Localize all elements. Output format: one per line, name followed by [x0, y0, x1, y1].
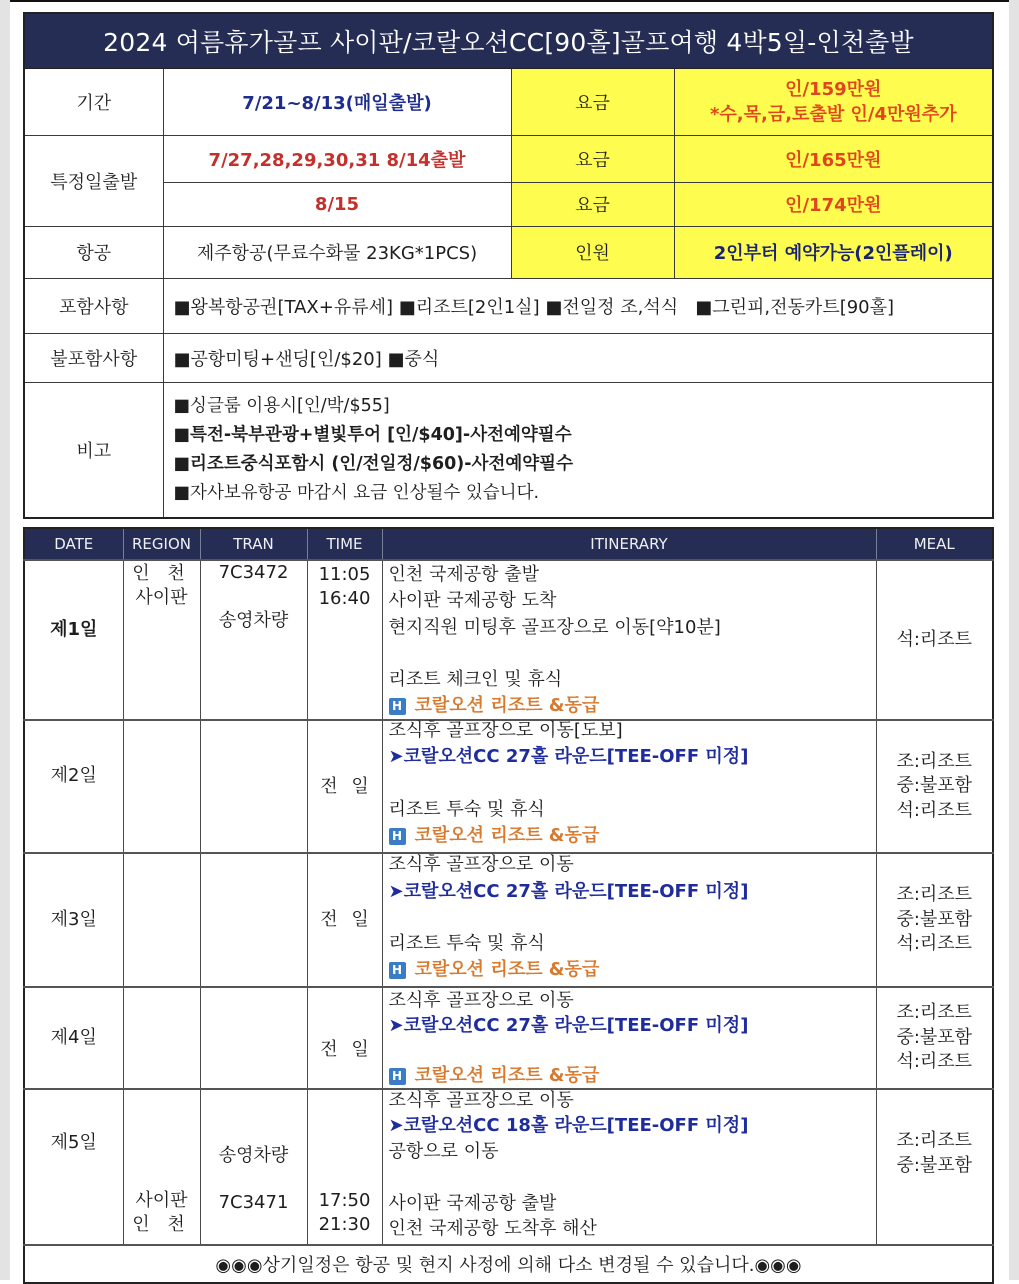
included-value: ■왕복항공권[TAX+유류세] ■리조트[2인1실] ■전일정 조,석식 ■그린피,전동카트[90홀]: [163, 278, 993, 333]
itinerary-blank: [389, 905, 876, 931]
region-cell: [123, 1089, 200, 1245]
airline-value: 제주항공(무료수화물 23KG*1PCS): [163, 226, 511, 278]
day-row-1: [24, 560, 993, 720]
header-itinerary: ITINERARY: [382, 528, 876, 560]
airline-row: [24, 226, 993, 278]
hotel-line: [389, 693, 876, 719]
remarks-row: [24, 382, 993, 518]
day-label: 제1일: [50, 619, 98, 640]
period-value: 7/21~8/13(매일출발): [163, 68, 511, 135]
itinerary-cell: [382, 720, 876, 853]
top-divider: [10, 0, 1009, 2]
tran-line: [201, 585, 307, 609]
date-cell: [24, 853, 123, 986]
region-line: 인 천: [132, 563, 191, 584]
time-line: 21:30: [318, 1213, 371, 1235]
meal-line: 석:리조트: [896, 1051, 973, 1072]
meal-cell: [876, 853, 993, 986]
header-meal: MEAL: [876, 528, 993, 560]
meal-line: 조:리조트: [896, 1002, 973, 1023]
hotel-name: 코랄오션 리조트 &동급: [414, 824, 600, 846]
special-row-2: [24, 182, 993, 226]
itinerary-line: 리조트 체크인 및 휴식: [388, 669, 563, 691]
time-line: 17:50: [318, 1189, 371, 1211]
fee-surcharge-line: *수,목,금,토출발 인/4만원추가: [709, 103, 957, 125]
tran-cell: [200, 987, 307, 1089]
schedule-change-notice: ◉◉◉상기일정은 항공 및 현지 사정에 의해 다소 변경될 수 있습니다.◉◉◉: [24, 1245, 993, 1283]
time-cell: [307, 1089, 382, 1245]
footer-row: [24, 1245, 993, 1283]
meal-line: 석:리조트: [896, 799, 973, 821]
hotel-name: 코랄오션 리조트 &동급: [414, 1064, 600, 1086]
day-row-2: [24, 720, 993, 853]
airline-label: 항공: [24, 226, 163, 278]
day-label: 제5일: [50, 1131, 97, 1153]
special-row-1: [24, 135, 993, 182]
itinerary-cell: [382, 987, 876, 1089]
itinerary-line: 공항으로 이동: [388, 1141, 499, 1163]
meal-cell: [876, 1089, 993, 1245]
time-line: 16:40: [318, 588, 371, 609]
hotel-name: 코랄오션 리조트 &동급: [414, 959, 600, 981]
day-label: 제4일: [50, 1026, 97, 1048]
date-cell: [24, 560, 123, 720]
region-line: 사이판: [135, 587, 188, 608]
itinerary-blank: [389, 641, 876, 667]
meal-line: 중:불포함: [896, 775, 973, 797]
time-line: 11:05: [318, 564, 371, 585]
region-cell: [123, 560, 200, 720]
itinerary-line: 리조트 투숙 및 휴식: [388, 798, 545, 820]
pax-value: 2인부터 예약가능(2인플레이): [674, 226, 993, 278]
meal-line: 중:불포함: [896, 908, 973, 930]
itinerary-cell: [382, 1089, 876, 1245]
special-label: 특정일출발: [24, 135, 163, 226]
tran-cell: [200, 1089, 307, 1245]
meal-cell: [876, 720, 993, 853]
itinerary-cell: [382, 560, 876, 720]
meal-line: 조:리조트: [896, 884, 973, 906]
meal-line: 조:리조트: [896, 750, 973, 772]
all-day-label: 전 일: [320, 1038, 369, 1060]
golf-round-line: ➤코랄오션CC 18홀 라운드[TEE-OFF 미정]: [388, 1115, 749, 1137]
fee-value: 인/165만원: [674, 135, 993, 182]
tour-summary-table: [23, 12, 992, 519]
golf-round-line: ➤코랄오션CC 27홀 라운드[TEE-OFF 미정]: [388, 1014, 749, 1036]
region-cell: [123, 853, 200, 986]
period-label: 기간: [24, 68, 163, 135]
itinerary-line: 사이판 국제공항 도착: [388, 590, 557, 612]
left-margin: [0, 0, 10, 1280]
time-cell: [307, 560, 382, 720]
all-day-label: 전 일: [320, 909, 369, 930]
itinerary-blank: [389, 770, 876, 796]
itinerary-blank: [389, 1038, 876, 1063]
itinerary-line: 사이판 국제공항 출발: [388, 1192, 557, 1214]
hotel-icon: H: [389, 962, 406, 979]
hotel-line: [389, 1063, 876, 1088]
hotel-icon: H: [389, 828, 406, 845]
day-label: 제3일: [50, 909, 97, 930]
itinerary-line: 리조트 투숙 및 휴식: [388, 933, 545, 955]
special-dates: 8/15: [163, 182, 511, 226]
transfer-vehicle: 송영차량: [218, 610, 289, 631]
itinerary-grid: [23, 527, 994, 1284]
period-row: [24, 68, 993, 135]
excluded-row: [24, 333, 993, 382]
meal-cell: [876, 987, 993, 1089]
time-cell: [307, 853, 382, 986]
day-label: 제2일: [50, 764, 97, 786]
header-region: REGION: [123, 528, 200, 560]
meal-line: 중:불포함: [896, 1154, 973, 1176]
transfer-vehicle: 송영차량: [218, 1144, 289, 1166]
included-label: 포함사항: [24, 278, 163, 333]
itinerary-line: 현지직원 미팅후 골프장으로 이동[약10분]: [388, 616, 721, 638]
tran-line: [201, 1214, 307, 1238]
remark-line: ■싱글룸 이용시[인/박/$55]: [173, 395, 390, 416]
meal-line: 석:리조트: [896, 628, 973, 650]
right-margin: [1009, 0, 1019, 1280]
fee-label: 요금: [511, 135, 674, 182]
region-cell: [123, 987, 200, 1089]
itinerary-line: 인천 국제공항 도착후 해산: [388, 1218, 597, 1240]
header-time: TIME: [307, 528, 382, 560]
fee-line: 인/159만원: [785, 78, 882, 100]
golf-round-line: ➤코랄오션CC 27홀 라운드[TEE-OFF 미정]: [388, 880, 749, 902]
itinerary-line: 조식후 골프장으로 이동[도보]: [388, 719, 623, 741]
included-row: [24, 278, 993, 333]
region-line: 사이판: [135, 1189, 188, 1211]
itinerary-cell: [382, 853, 876, 986]
itinerary-line: 조식후 골프장으로 이동: [388, 989, 574, 1011]
itinerary-line: 인천 국제공항 출발: [388, 564, 540, 585]
itinerary-line: 조식후 골프장으로 이동: [388, 854, 574, 876]
hotel-line: [389, 957, 876, 983]
remarks-label: 비고: [24, 382, 163, 518]
fee-value: 인/174만원: [674, 182, 993, 226]
remark-line: ■리조트중식포함시 (인/전일정/$60)-사전예약필수: [173, 453, 573, 474]
tran-cell: [200, 853, 307, 986]
excluded-label: 불포함사항: [24, 333, 163, 382]
meal-line: 중:불포함: [896, 1026, 973, 1048]
fee-label: 요금: [511, 182, 674, 226]
hotel-name: 코랄오션 리조트 &동급: [414, 695, 600, 717]
day-row-4: [24, 987, 993, 1089]
tran-line: [201, 1167, 307, 1191]
header-date: DATE: [24, 528, 123, 560]
page-title: 2024 여름휴가골프 사이판/코랄오션CC[90홀]골프여행 4박5일-인천출발: [24, 13, 993, 68]
tran-cell: [200, 720, 307, 853]
special-dates: 7/27,28,29,30,31 8/14출발: [163, 135, 511, 182]
meal-line: 석:리조트: [896, 933, 973, 955]
date-cell: [24, 1089, 123, 1245]
hotel-icon: H: [389, 698, 406, 715]
fee-label: 요금: [511, 68, 674, 135]
remark-line: ■자사보유항공 마감시 요금 인상될수 있습니다.: [173, 482, 540, 503]
title-row: [24, 13, 993, 68]
remarks-value: [163, 382, 993, 518]
header-tran: TRAN: [200, 528, 307, 560]
summary-table: [23, 12, 994, 519]
time-cell: [307, 720, 382, 853]
pax-label: 인원: [511, 226, 674, 278]
meal-cell: [876, 560, 993, 720]
itinerary-table: [23, 527, 992, 1284]
remark-line: ■특전-북부관광+별빛투어 [인/$40]-사전예약필수: [173, 424, 572, 445]
meal-line: 조:리조트: [896, 1130, 973, 1152]
day-row-5: [24, 1089, 993, 1245]
flight-number: 7C3472: [218, 562, 289, 583]
date-cell: [24, 987, 123, 1089]
region-cell: [123, 720, 200, 853]
hotel-icon: H: [389, 1068, 406, 1085]
fee-value: [674, 68, 993, 135]
date-cell: [24, 720, 123, 853]
region-line: 인 천: [132, 1213, 191, 1235]
day-row-3: [24, 853, 993, 986]
hotel-line: [389, 823, 876, 849]
flight-number: 7C3471: [218, 1191, 289, 1213]
time-cell: [307, 987, 382, 1089]
excluded-value: ■공항미팅+샌딩[인/$20] ■중식: [163, 333, 993, 382]
all-day-label: 전 일: [320, 775, 369, 797]
tran-cell: [200, 560, 307, 720]
golf-round-line: ➤코랄오션CC 27홀 라운드[TEE-OFF 미정]: [388, 746, 749, 768]
itinerary-line: 조식후 골프장으로 이동: [388, 1089, 574, 1111]
itinerary-header-row: [24, 528, 993, 560]
itinerary-blank: [389, 1165, 876, 1191]
